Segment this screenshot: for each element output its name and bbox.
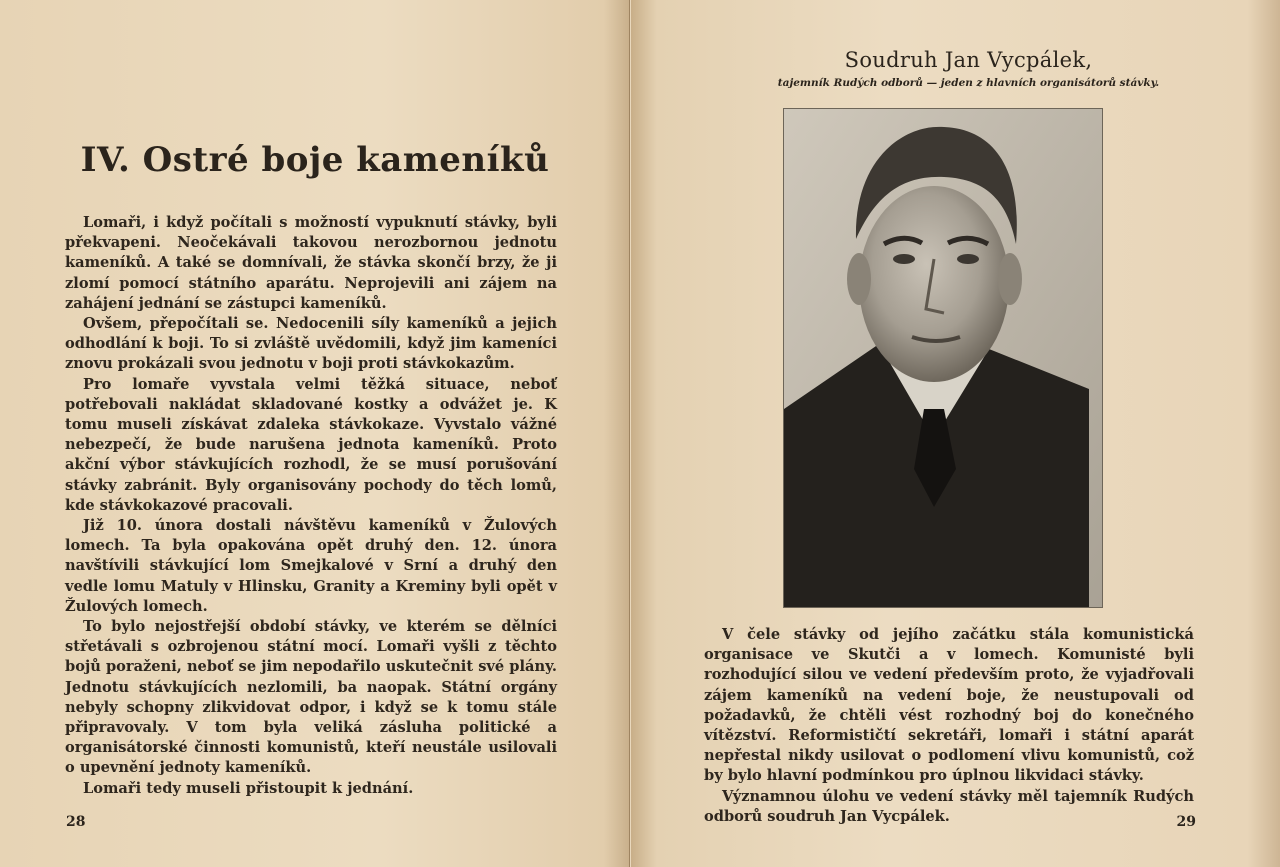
paragraph: Lomaři, i když počítali s možností vypuknutí stávky, byli překvapeni. Neočekávali takovou nerozbornou jednotu kameníků. A také se domnívali, že stávka skončí brzy, že ji zlomí pomocí státního aparátu. Neprojevili ani zájem na zahájení jednání se zástupci kameníků. bbox=[65, 214, 557, 312]
paragraph: Významnou úlohu ve vedení stávky měl tajemník Rudých odborů soudruh Jan Vycpálek. bbox=[704, 787, 1194, 825]
paragraph: V čele stávky od jejího začátku stála komunistická organisace ve Skutči a v lomech. Komunisté byli rozhodující silou ve vedení především proto, že vyjadřovali zájem kameníků na vedení boje, že neustupovali od požadavků, že chtěli vést rozhodný boj do konečného vítězství. Reformističtí sekretáři, lomaři i státní aparát nepřestal nikdy usilovat o podlomení vlivu komunistů, což by bylo hlavní podmínkou pro úplnou likvidaci stávky. bbox=[704, 626, 1194, 785]
paragraph: Již 10. února dostali návštěvu kameníků v Žulových lomech. Ta byla opakována opět druhý den. 12. února navštívili stávkující lom Smejkalové v Srní a druhý den vedle lomu Matuly v Hlinsku, Granity a Kreminy byli opět v Žulových lomech. bbox=[65, 517, 557, 615]
right-page bbox=[631, 0, 1280, 867]
page-number-right: 29 bbox=[1176, 814, 1196, 830]
page-number-left: 28 bbox=[66, 814, 86, 830]
left-page bbox=[0, 0, 630, 867]
paragraph: Pro lomaře vyvstala velmi těžká situace, neboť potřebovali nakládat skladované kostky a odvážet je. K tomu museli získávat zdaleka stávkokaze. Vyvstalo vážné nebezpečí, že bude narušena jednota kameníků. Proto akční výbor stávkujících rozhodl, že se musí porušování stávky zabránit. Byly organisovány pochody do těch lomů, kde stávkokazové pracovali. bbox=[65, 375, 557, 514]
portrait-illustration bbox=[784, 109, 1102, 607]
portrait-caption-name: Soudruh Jan Vycpálek, bbox=[844, 48, 1093, 72]
paragraph: Lomaři tedy museli přistoupit k jednání. bbox=[83, 779, 414, 797]
portrait-photo bbox=[783, 108, 1103, 608]
portrait-caption-role: tajemník Rudých odborů — jeden z hlavních organisátorů stávky. bbox=[777, 77, 1160, 89]
paragraph: Ovšem, přepočítali se. Nedocenili síly kameníků a jejich odhodlání k boji. To si zvláště uvědomili, když jim kameníci znovu prokázali svou jednotu v boji proti stávkokazům. bbox=[65, 315, 557, 373]
right-body-text bbox=[704, 625, 1194, 827]
left-body-text bbox=[65, 213, 557, 799]
chapter-title: IV. Ostré boje kameníků bbox=[80, 140, 550, 180]
paragraph: To bylo nejostřejší období stávky, ve kterém se dělníci střetávali s ozbrojenou státní mocí. Lomaři vyšli z těchto bojů poraženi, neboť se jim nepodařilo uskutečnit své plány. Jednotu stávkujících nezlomili, ba naopak. Státní orgány nebyly schopny zlikvidovat odpor, i když se k tomu stále připravovaly. V tom byla veliká zásluha politické a organisátorské činnosti komunistů, kteří neustále usilovali o upevnění jednoty kameníků. bbox=[65, 618, 557, 777]
